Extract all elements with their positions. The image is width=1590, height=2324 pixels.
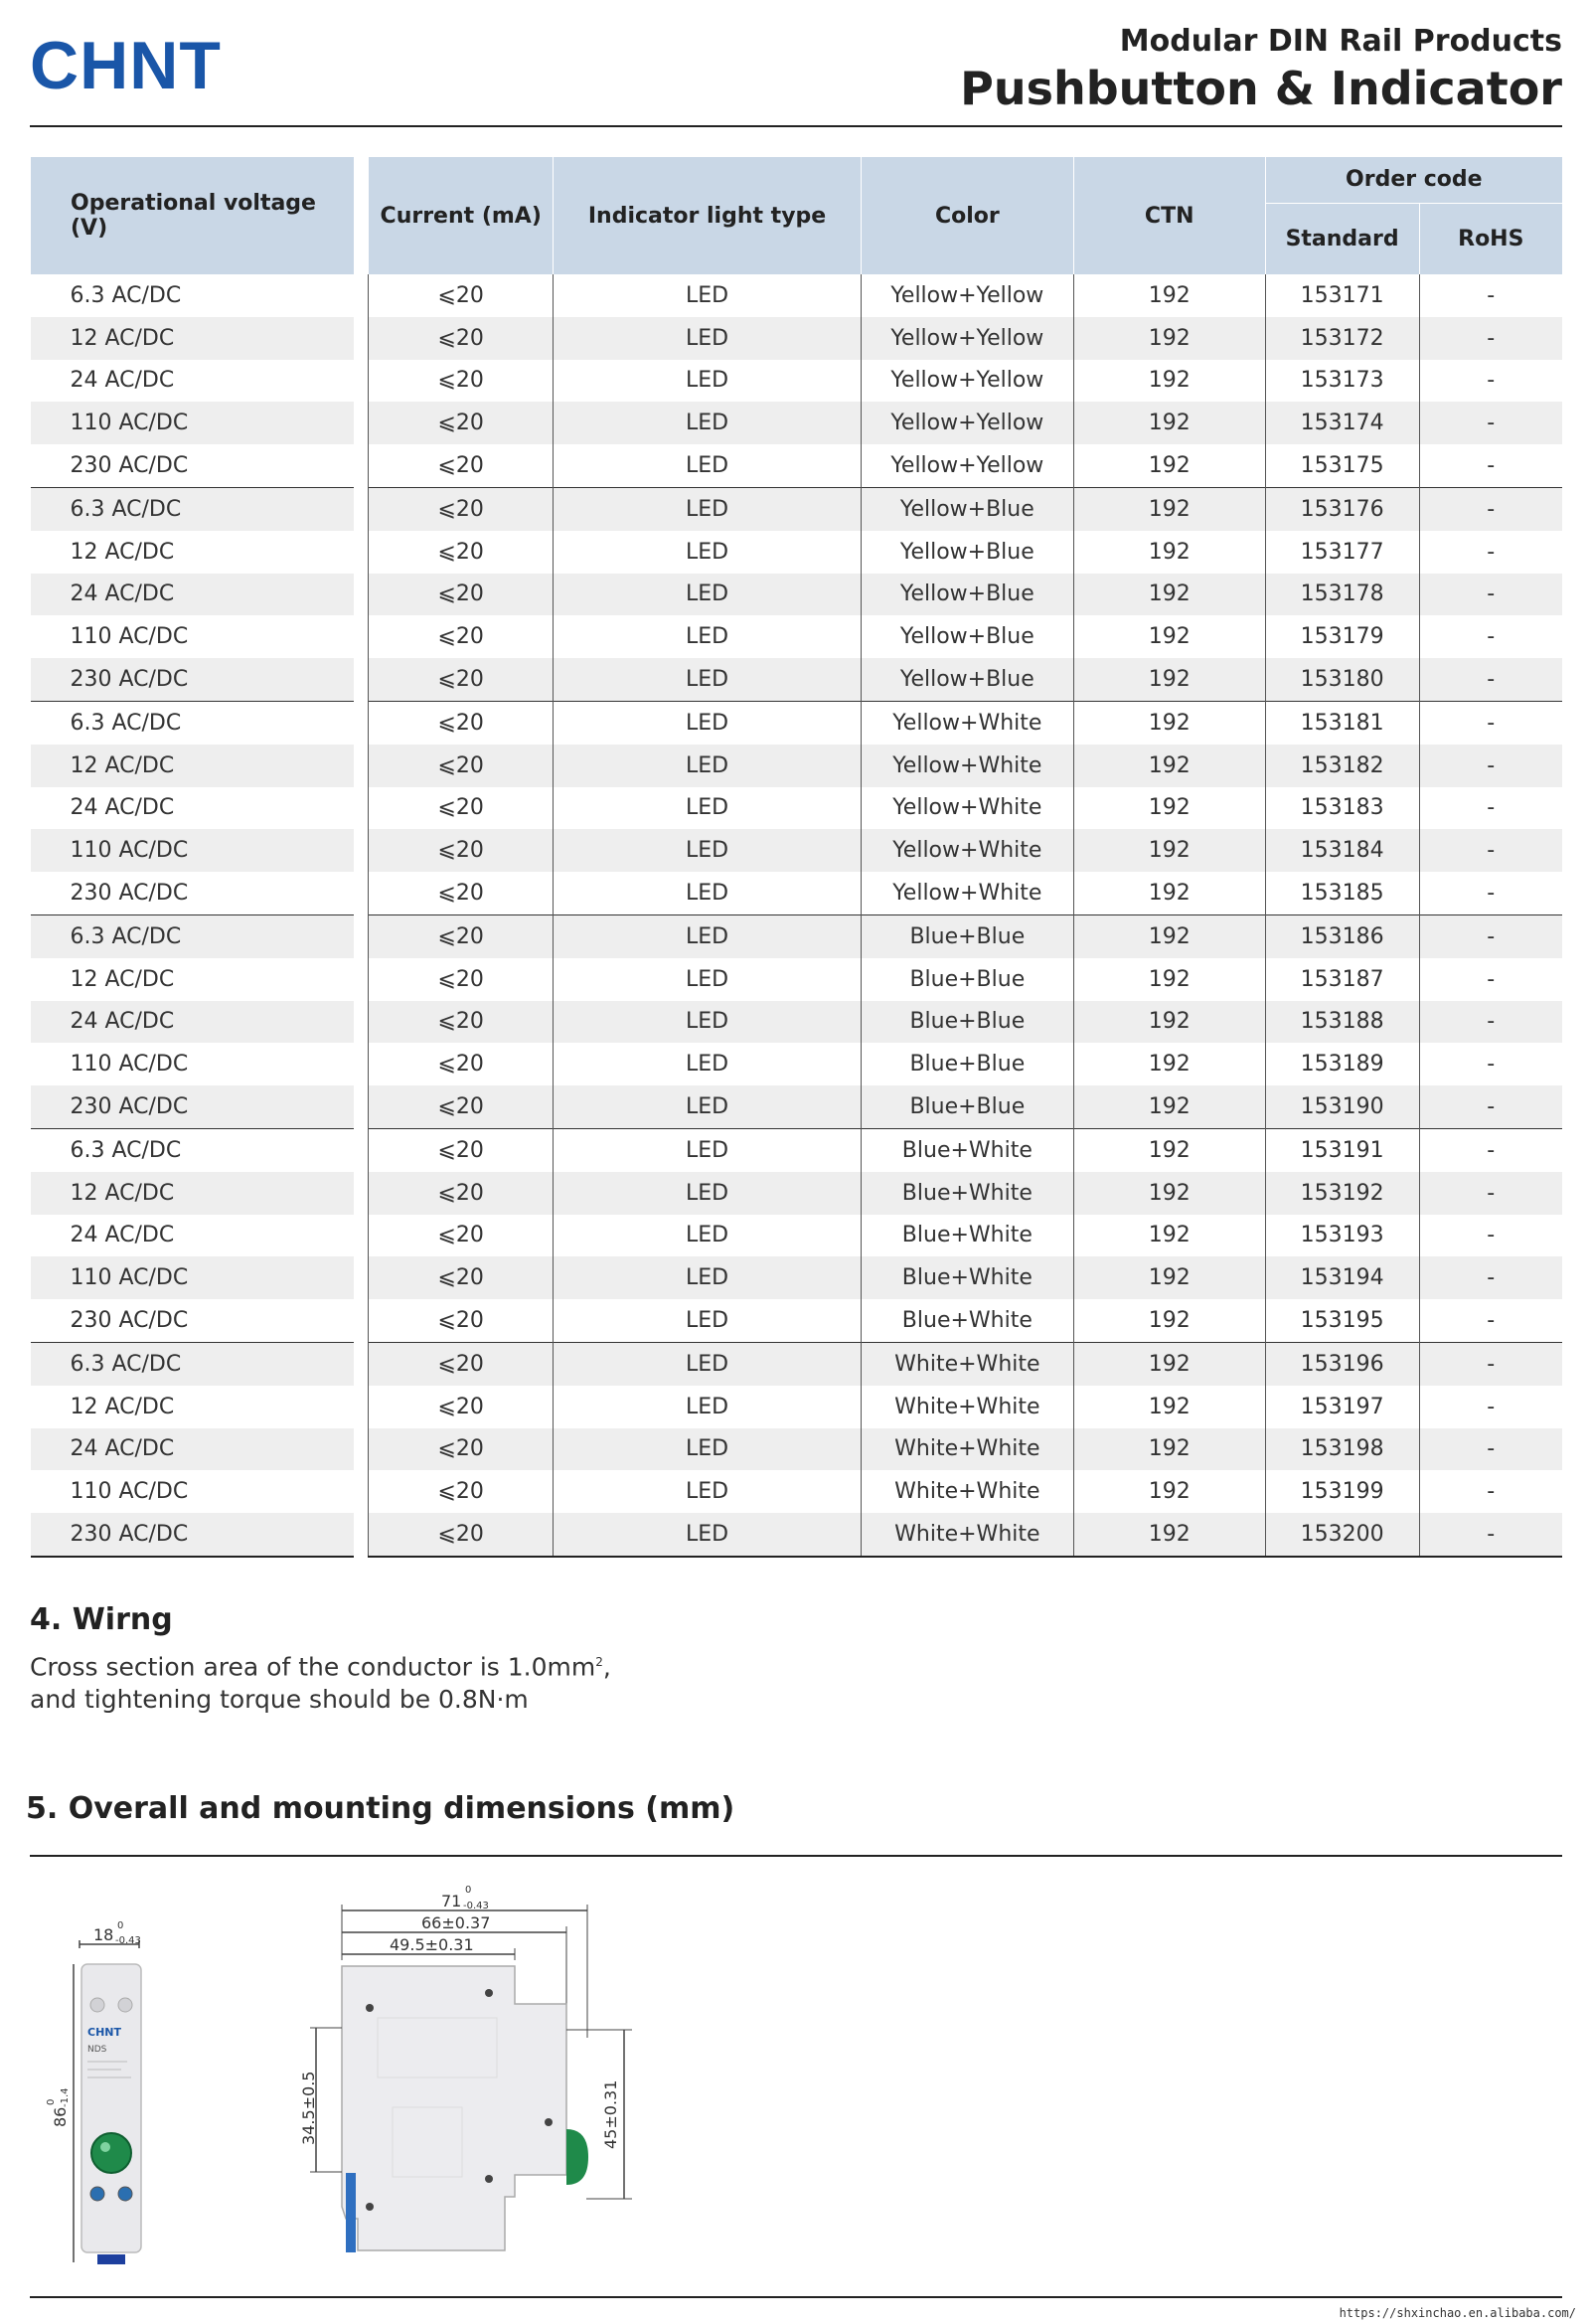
cell-current: ⩽20 xyxy=(369,1470,554,1513)
cell-ctn: 192 xyxy=(1073,745,1265,787)
cell-color: Yellow+White xyxy=(861,787,1073,830)
cell-ctn: 192 xyxy=(1073,1001,1265,1044)
cell-current: ⩽20 xyxy=(369,1043,554,1085)
svg-text:-0.43: -0.43 xyxy=(463,1901,489,1911)
table-row xyxy=(31,1513,1563,1557)
cell-color: Blue+White xyxy=(861,1215,1073,1257)
cell-voltage: 6.3 AC/DC xyxy=(31,701,355,744)
cell-voltage: 6.3 AC/DC xyxy=(70,282,182,308)
cell-light-type: LED xyxy=(554,1386,862,1428)
cell-light-type: LED xyxy=(554,829,862,872)
cell-standard: 153186 xyxy=(1265,914,1419,957)
cell-standard: 153189 xyxy=(1265,1043,1419,1085)
table-row xyxy=(31,615,1563,658)
cell-light-type: LED xyxy=(554,1172,862,1215)
cell-color: Yellow+Blue xyxy=(861,658,1073,701)
table-row xyxy=(31,872,1563,914)
cell-rohs: - xyxy=(1419,531,1562,574)
cell-ctn: 192 xyxy=(1073,1428,1265,1471)
cell-color: Yellow+White xyxy=(861,829,1073,872)
side-dim-49: 49.5±0.31 xyxy=(390,1935,474,1954)
cell-light-type: LED xyxy=(554,274,862,317)
cell-current: ⩽20 xyxy=(369,958,554,1001)
cell-standard: 153199 xyxy=(1265,1470,1419,1513)
cell-color: Blue+Blue xyxy=(861,1043,1073,1085)
cell-ctn: 192 xyxy=(1073,1128,1265,1171)
side-dim-34: 34.5±0.5 xyxy=(299,2071,318,2145)
cell-color: Blue+Blue xyxy=(861,1001,1073,1044)
cell-rohs: - xyxy=(1419,574,1562,616)
cell-color: Yellow+White xyxy=(861,701,1073,744)
cell-rohs: - xyxy=(1419,658,1562,701)
table-row xyxy=(31,1128,1563,1171)
cell-standard: 153175 xyxy=(1265,444,1419,487)
cell-rohs: - xyxy=(1419,1128,1562,1171)
cell-color: White+White xyxy=(861,1513,1073,1557)
cell-standard: 153173 xyxy=(1265,360,1419,403)
cell-ctn: 192 xyxy=(1073,1513,1265,1557)
cell-current: ⩽20 xyxy=(369,1299,554,1342)
footer-rule xyxy=(30,2296,1562,2298)
cell-voltage: 110 AC/DC xyxy=(31,829,355,872)
cell-current: ⩽20 xyxy=(369,531,554,574)
cell-light-type: LED xyxy=(554,531,862,574)
table-row xyxy=(31,829,1563,872)
cell-ctn: 192 xyxy=(1073,1172,1265,1215)
table-row xyxy=(31,1386,1563,1428)
table-row xyxy=(31,402,1563,444)
cell-rohs: - xyxy=(1419,1043,1562,1085)
cell-light-type: LED xyxy=(554,1043,862,1085)
cell-standard: 153191 xyxy=(1265,1128,1419,1171)
cell-standard: 153179 xyxy=(1265,615,1419,658)
cell-color: Blue+White xyxy=(861,1256,1073,1299)
table-row xyxy=(31,1470,1563,1513)
cell-standard: 153172 xyxy=(1265,317,1419,360)
cell-ctn: 192 xyxy=(1073,829,1265,872)
svg-text:-1.4: -1.4 xyxy=(60,2087,71,2107)
table-row xyxy=(31,914,1563,957)
cell-light-type: LED xyxy=(554,1299,862,1342)
cell-standard: 153174 xyxy=(1265,402,1419,444)
cell-rohs: - xyxy=(1419,1001,1562,1044)
dimensions-title: 5. Overall and mounting dimensions (mm) xyxy=(26,1791,735,1826)
cell-light-type: LED xyxy=(554,1513,862,1557)
cell-current: ⩽20 xyxy=(369,1128,554,1171)
cell-voltage: 24 AC/DC xyxy=(31,574,355,616)
cell-voltage: 24 AC/DC xyxy=(70,368,175,394)
cell-rohs: - xyxy=(1419,914,1562,957)
cell-current: ⩽20 xyxy=(369,1001,554,1044)
front-view xyxy=(46,1920,141,2264)
page-title: Pushbutton & Indicator xyxy=(960,62,1562,115)
cell-light-type: LED xyxy=(554,360,862,403)
cell-ctn: 192 xyxy=(1073,487,1265,530)
cell-ctn: 192 xyxy=(1073,1299,1265,1342)
table-row xyxy=(31,531,1563,574)
cell-rohs: - xyxy=(1419,701,1562,744)
cell-rohs: - xyxy=(1419,317,1562,360)
cell-ctn: 192 xyxy=(1073,317,1265,360)
table-row xyxy=(31,701,1563,744)
cell-current: ⩽20 xyxy=(369,701,554,744)
cell-ctn: 192 xyxy=(1073,1215,1265,1257)
cell-voltage: 12 AC/DC xyxy=(70,966,175,992)
table-row xyxy=(31,958,1563,1001)
cell-voltage: 230 AC/DC xyxy=(31,658,355,701)
svg-text:0: 0 xyxy=(465,1885,472,1896)
col-standard: Standard xyxy=(1265,203,1419,274)
cell-current: ⩽20 xyxy=(369,1386,554,1428)
cell-current: ⩽20 xyxy=(369,574,554,616)
cell-ctn: 192 xyxy=(1073,701,1265,744)
cell-voltage: 110 AC/DC xyxy=(70,624,189,650)
cell-light-type: LED xyxy=(554,317,862,360)
cell-voltage: 230 AC/DC xyxy=(70,881,189,907)
cell-ctn: 192 xyxy=(1073,531,1265,574)
cell-standard: 153196 xyxy=(1265,1342,1419,1385)
cell-light-type: LED xyxy=(554,1470,862,1513)
svg-text:0: 0 xyxy=(46,2098,57,2105)
table-row xyxy=(31,487,1563,530)
cell-rohs: - xyxy=(1419,274,1562,317)
cell-color: Yellow+Yellow xyxy=(861,274,1073,317)
cell-ctn: 192 xyxy=(1073,1085,1265,1128)
cell-voltage: 110 AC/DC xyxy=(70,1479,189,1505)
cell-voltage: 12 AC/DC xyxy=(31,317,355,360)
cell-current: ⩽20 xyxy=(369,615,554,658)
cell-voltage: 230 AC/DC xyxy=(70,1308,189,1334)
cell-voltage: 6.3 AC/DC xyxy=(31,1128,355,1171)
indicator-lens xyxy=(91,2133,131,2173)
chnt-logo: CHNT xyxy=(30,28,222,103)
cell-current: ⩽20 xyxy=(369,745,554,787)
cell-current: ⩽20 xyxy=(369,274,554,317)
col-ctn: CTN xyxy=(1073,157,1265,274)
product-category: Modular DIN Rail Products xyxy=(1119,24,1562,59)
cell-current: ⩽20 xyxy=(369,658,554,701)
cell-voltage: 24 AC/DC xyxy=(70,1223,175,1248)
cell-rohs: - xyxy=(1419,1172,1562,1215)
col-current: Current (mA) xyxy=(369,157,554,274)
table-row xyxy=(31,1428,1563,1471)
cell-color: Yellow+Blue xyxy=(861,615,1073,658)
cell-standard: 153192 xyxy=(1265,1172,1419,1215)
device-model: NDS xyxy=(87,2045,107,2055)
side-dim-45: 45±0.31 xyxy=(601,2079,620,2149)
cell-rohs: - xyxy=(1419,829,1562,872)
cell-rohs: - xyxy=(1419,615,1562,658)
cell-standard: 153193 xyxy=(1265,1215,1419,1257)
side-view xyxy=(299,1885,632,2252)
device-brand: CHNT xyxy=(87,2026,121,2039)
cell-ctn: 192 xyxy=(1073,1386,1265,1428)
cell-light-type: LED xyxy=(554,1128,862,1171)
table-row xyxy=(31,1172,1563,1215)
cell-current: ⩽20 xyxy=(369,487,554,530)
table-row xyxy=(31,658,1563,701)
front-height-value: 86 xyxy=(51,2106,70,2127)
svg-text:0: 0 xyxy=(117,1920,124,1931)
cell-light-type: LED xyxy=(554,787,862,830)
table-row xyxy=(31,1299,1563,1342)
cell-standard: 153171 xyxy=(1265,274,1419,317)
cell-rohs: - xyxy=(1419,1299,1562,1342)
cell-standard: 153185 xyxy=(1265,872,1419,914)
cell-ctn: 192 xyxy=(1073,787,1265,830)
cell-standard: 153182 xyxy=(1265,745,1419,787)
cell-current: ⩽20 xyxy=(369,914,554,957)
col-light-type: Indicator light type xyxy=(554,157,862,274)
cell-ctn: 192 xyxy=(1073,1256,1265,1299)
table-row xyxy=(31,444,1563,487)
cell-color: White+White xyxy=(861,1342,1073,1385)
cell-color: White+White xyxy=(861,1386,1073,1428)
table-row xyxy=(31,1215,1563,1257)
cell-current: ⩽20 xyxy=(369,1342,554,1385)
cell-voltage: 110 AC/DC xyxy=(70,1052,189,1078)
cell-color: Yellow+White xyxy=(861,745,1073,787)
cell-standard: 153177 xyxy=(1265,531,1419,574)
cell-ctn: 192 xyxy=(1073,402,1265,444)
table-row xyxy=(31,274,1563,317)
cell-voltage: 110 AC/DC xyxy=(31,402,355,444)
table-row xyxy=(31,574,1563,616)
cell-color: Yellow+Yellow xyxy=(861,360,1073,403)
col-rohs: RoHS xyxy=(1419,203,1562,274)
cell-color: Yellow+Blue xyxy=(861,487,1073,530)
cell-light-type: LED xyxy=(554,658,862,701)
table-row xyxy=(31,1085,1563,1128)
cell-voltage: 12 AC/DC xyxy=(70,539,175,565)
cell-rohs: - xyxy=(1419,1470,1562,1513)
cell-color: Blue+White xyxy=(861,1172,1073,1215)
cell-rohs: - xyxy=(1419,360,1562,403)
cell-standard: 153198 xyxy=(1265,1428,1419,1471)
cell-color: White+White xyxy=(861,1470,1073,1513)
cell-color: White+White xyxy=(861,1428,1073,1471)
cell-voltage: 12 AC/DC xyxy=(70,1394,175,1419)
cell-rohs: - xyxy=(1419,444,1562,487)
cell-ctn: 192 xyxy=(1073,914,1265,957)
table-row xyxy=(31,360,1563,403)
wiring-title: 4. Wirng xyxy=(30,1602,173,1637)
cell-light-type: LED xyxy=(554,1001,862,1044)
cell-voltage: 230 AC/DC xyxy=(70,453,189,479)
cell-ctn: 192 xyxy=(1073,872,1265,914)
cell-light-type: LED xyxy=(554,958,862,1001)
table-row xyxy=(31,1342,1563,1385)
cell-ctn: 192 xyxy=(1073,444,1265,487)
cell-color: Blue+Blue xyxy=(861,1085,1073,1128)
cell-voltage: 12 AC/DC xyxy=(31,745,355,787)
dimension-drawings xyxy=(0,1869,1590,2286)
cell-standard: 153200 xyxy=(1265,1513,1419,1557)
cell-current: ⩽20 xyxy=(369,1215,554,1257)
cell-current: ⩽20 xyxy=(369,402,554,444)
cell-color: Yellow+Blue xyxy=(861,574,1073,616)
cell-rohs: - xyxy=(1419,402,1562,444)
cell-light-type: LED xyxy=(554,745,862,787)
cell-rohs: - xyxy=(1419,787,1562,830)
cell-color: Blue+Blue xyxy=(861,914,1073,957)
header-rule xyxy=(30,125,1562,127)
cell-current: ⩽20 xyxy=(369,360,554,403)
cell-current: ⩽20 xyxy=(369,1085,554,1128)
cell-standard: 153197 xyxy=(1265,1386,1419,1428)
cell-rohs: - xyxy=(1419,1085,1562,1128)
table-row xyxy=(31,745,1563,787)
cell-voltage: 110 AC/DC xyxy=(31,1256,355,1299)
cell-rohs: - xyxy=(1419,1428,1562,1471)
cell-current: ⩽20 xyxy=(369,1428,554,1471)
side-dim-66: 66±0.37 xyxy=(421,1913,491,1932)
col-order-code: Order code xyxy=(1265,157,1562,203)
cell-light-type: LED xyxy=(554,701,862,744)
cell-ctn: 192 xyxy=(1073,274,1265,317)
cell-voltage: 6.3 AC/DC xyxy=(31,487,355,530)
cell-current: ⩽20 xyxy=(369,317,554,360)
cell-rohs: - xyxy=(1419,958,1562,1001)
table-row xyxy=(31,317,1563,360)
cell-ctn: 192 xyxy=(1073,1470,1265,1513)
cell-ctn: 192 xyxy=(1073,1342,1265,1385)
cell-ctn: 192 xyxy=(1073,658,1265,701)
side-lens xyxy=(566,2129,588,2185)
wiring-line-1: Cross section area of the conductor is $1.0mm^2$, xyxy=(30,1652,611,1682)
cell-rohs: - xyxy=(1419,1386,1562,1428)
cell-light-type: LED xyxy=(554,444,862,487)
cell-voltage: 12 AC/DC xyxy=(31,1172,355,1215)
side-overall-value: 71 xyxy=(441,1892,462,1910)
cell-light-type: LED xyxy=(554,1256,862,1299)
cell-rohs: - xyxy=(1419,1256,1562,1299)
cell-current: ⩽20 xyxy=(369,872,554,914)
cell-voltage: 6.3 AC/DC xyxy=(31,1342,355,1385)
cell-rohs: - xyxy=(1419,872,1562,914)
cell-light-type: LED xyxy=(554,1085,862,1128)
cell-standard: 153180 xyxy=(1265,658,1419,701)
cell-light-type: LED xyxy=(554,1215,862,1257)
cell-light-type: LED xyxy=(554,487,862,530)
cell-rohs: - xyxy=(1419,1215,1562,1257)
cell-color: Yellow+Yellow xyxy=(861,444,1073,487)
cell-current: ⩽20 xyxy=(369,444,554,487)
cell-standard: 153183 xyxy=(1265,787,1419,830)
cell-current: ⩽20 xyxy=(369,1513,554,1557)
cell-standard: 153181 xyxy=(1265,701,1419,744)
wiring-line-2: and tightening torque should be 0.8N·m xyxy=(30,1685,529,1715)
product-table xyxy=(30,157,1562,1558)
cell-light-type: LED xyxy=(554,1342,862,1385)
cell-standard: 153178 xyxy=(1265,574,1419,616)
cell-voltage: 6.3 AC/DC xyxy=(31,914,355,957)
cell-rohs: - xyxy=(1419,745,1562,787)
cell-color: Yellow+White xyxy=(861,872,1073,914)
cell-ctn: 192 xyxy=(1073,574,1265,616)
cell-light-type: LED xyxy=(554,402,862,444)
cell-color: Blue+Blue xyxy=(861,958,1073,1001)
cell-light-type: LED xyxy=(554,872,862,914)
cell-voltage: 230 AC/DC xyxy=(31,1085,355,1128)
cell-standard: 153184 xyxy=(1265,829,1419,872)
cell-standard: 153187 xyxy=(1265,958,1419,1001)
cell-voltage: 230 AC/DC xyxy=(31,1513,355,1557)
cell-color: Blue+White xyxy=(861,1299,1073,1342)
cell-color: Blue+White xyxy=(861,1128,1073,1171)
table-row xyxy=(31,1256,1563,1299)
dimensions-rule xyxy=(30,1855,1562,1857)
cell-color: Yellow+Blue xyxy=(861,531,1073,574)
cell-voltage: 24 AC/DC xyxy=(31,1428,355,1471)
cell-light-type: LED xyxy=(554,574,862,616)
cell-standard: 153190 xyxy=(1265,1085,1419,1128)
cell-standard: 153176 xyxy=(1265,487,1419,530)
cell-color: Yellow+Yellow xyxy=(861,317,1073,360)
cell-ctn: 192 xyxy=(1073,360,1265,403)
cell-ctn: 192 xyxy=(1073,1043,1265,1085)
cell-rohs: - xyxy=(1419,487,1562,530)
col-voltage: Operational voltage (V) xyxy=(31,157,355,274)
col-color: Color xyxy=(861,157,1073,274)
cell-current: ⩽20 xyxy=(369,1172,554,1215)
cell-ctn: 192 xyxy=(1073,958,1265,1001)
cell-rohs: - xyxy=(1419,1342,1562,1385)
table-row xyxy=(31,787,1563,830)
cell-standard: 153195 xyxy=(1265,1299,1419,1342)
cell-voltage: 24 AC/DC xyxy=(70,795,175,821)
table-body xyxy=(31,274,1563,1557)
cell-color: Yellow+Yellow xyxy=(861,402,1073,444)
wiring-text xyxy=(30,1646,611,1716)
footer-url: https://shxinchao.en.alibaba.com/ xyxy=(1339,2306,1576,2320)
cell-standard: 153194 xyxy=(1265,1256,1419,1299)
cell-standard: 153188 xyxy=(1265,1001,1419,1044)
table-row xyxy=(31,1001,1563,1044)
cell-light-type: LED xyxy=(554,615,862,658)
table-row xyxy=(31,1043,1563,1085)
cell-light-type: LED xyxy=(554,1428,862,1471)
svg-text:-0.43: -0.43 xyxy=(115,1935,141,1946)
cell-voltage: 24 AC/DC xyxy=(31,1001,355,1044)
cell-ctn: 192 xyxy=(1073,615,1265,658)
cell-current: ⩽20 xyxy=(369,787,554,830)
cell-rohs: - xyxy=(1419,1513,1562,1557)
front-width-value: 18 xyxy=(93,1925,114,1944)
cell-current: ⩽20 xyxy=(369,829,554,872)
cell-current: ⩽20 xyxy=(369,1256,554,1299)
cell-light-type: LED xyxy=(554,914,862,957)
